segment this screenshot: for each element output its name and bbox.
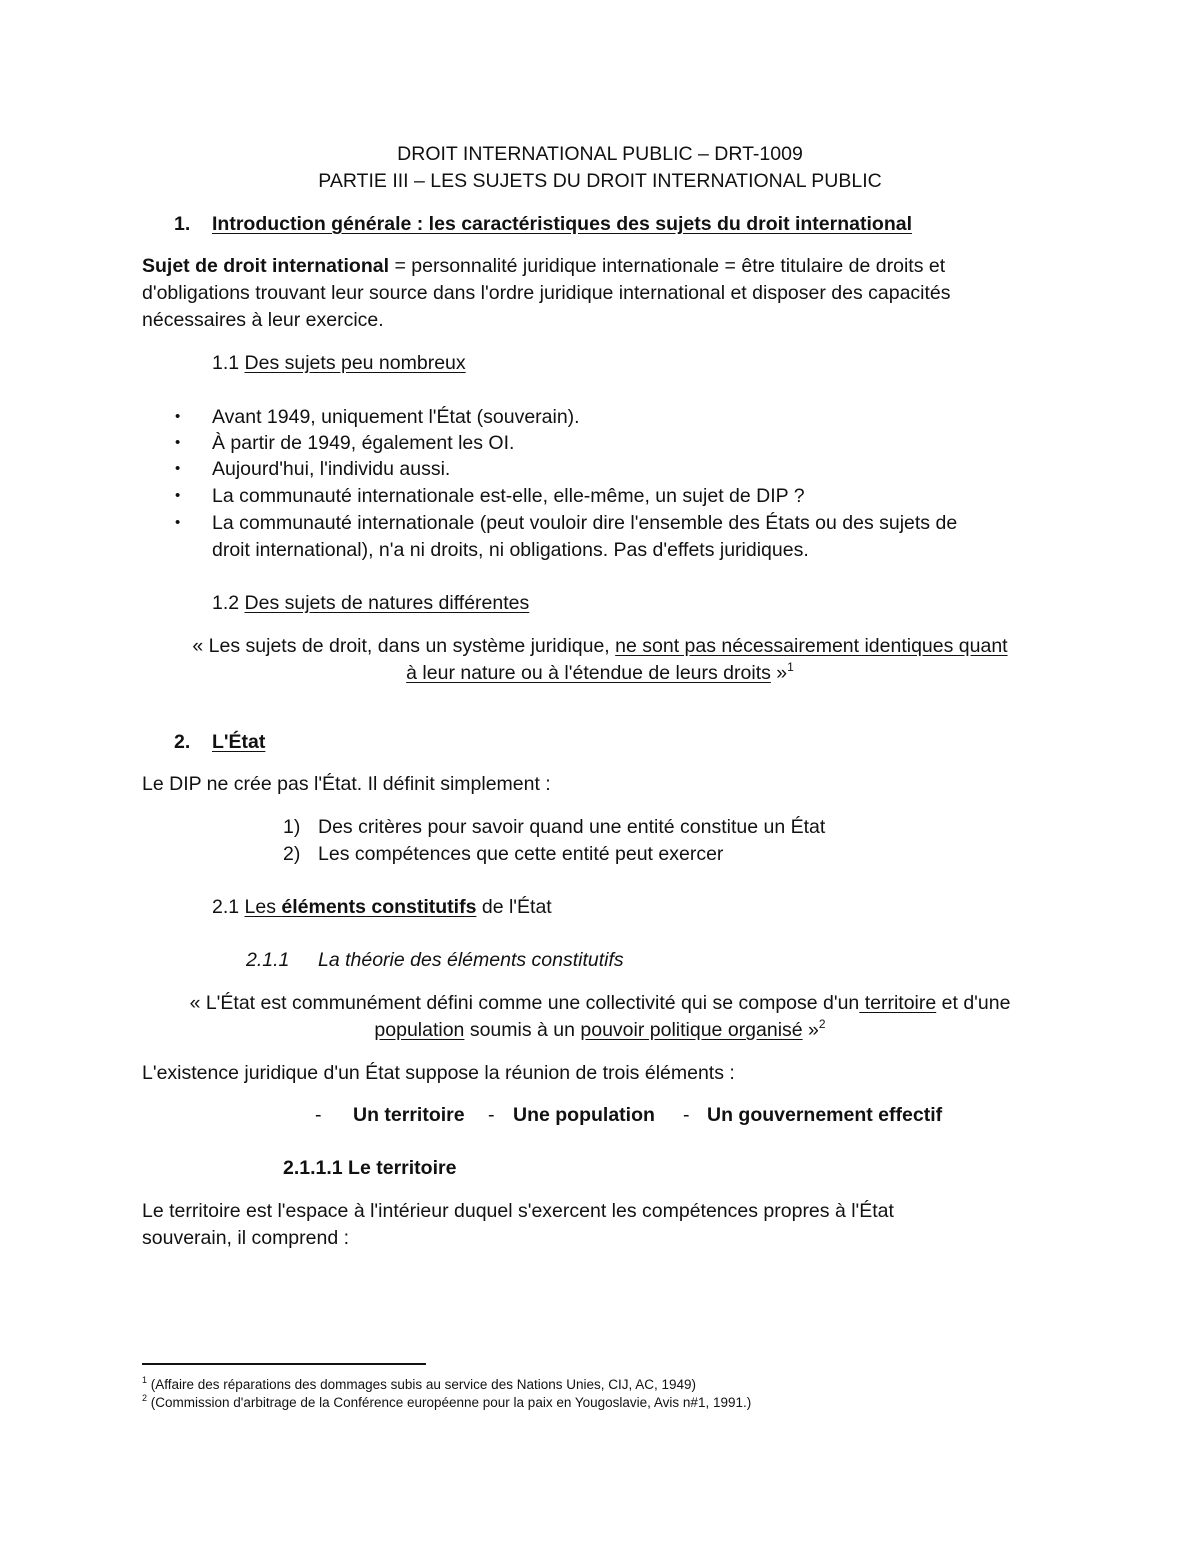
subsection-2-1-heading: 2.1 Les éléments constitutifs de l'État — [212, 896, 552, 918]
subsection-2-1-1-1-heading: 2.1.1.1 Le territoire — [283, 1157, 457, 1179]
definition-line-3: nécessaires à leur exercice. — [142, 309, 384, 331]
footnote-ref-2: 2 — [818, 1017, 826, 1031]
territoire-line-2: souverain, il comprend : — [142, 1227, 350, 1249]
bullet-item: Aujourd'hui, l'individu aussi. — [212, 458, 451, 480]
definition-line-2: d'obligations trouvant leur source dans l'ordre juridique international et disposer des capacités — [142, 282, 951, 304]
bullet-item: La communauté internationale est-elle, elle-même, un sujet de DIP ? — [212, 485, 805, 507]
definition-line-1: Sujet de droit international = personnalité juridique internationale = être titulaire de droits et — [142, 255, 946, 277]
bullet-icon: • — [175, 460, 181, 477]
dash-separator: - — [683, 1104, 690, 1126]
bullet-icon: • — [175, 408, 181, 425]
footnote-2: $^2$ (Commission d'arbitrage de la Conférence européenne pour la paix en Yougoslavie, Avis n#1, 1991.) — [142, 1393, 752, 1410]
course-title: DROIT INTERNATIONAL PUBLIC – DRT-1009 — [397, 143, 803, 165]
bullet-item: Avant 1949, uniquement l'État (souverain). — [212, 406, 580, 428]
numbered-item: Des critères pour savoir quand une entité constitue un État — [318, 816, 826, 838]
bullet-item: La communauté internationale (peut vouloir dire l'ensemble des États ou des sujets de — [212, 512, 958, 534]
bullet-icon: • — [175, 514, 181, 531]
footnote-ref-1: 1 — [787, 660, 794, 674]
footnote-1: $^1$ (Affaire des réparations des dommages subis au service des Nations Unies, CIJ, AC, 1949) — [142, 1375, 697, 1392]
bullet-item-continuation: droit international), n'a ni droits, ni obligations. Pas d'effets juridiques. — [212, 539, 809, 561]
dash-separator: - — [315, 1104, 322, 1126]
section1-number: 1. — [174, 213, 191, 235]
bullet-item: À partir de 1949, également les OI. — [212, 432, 515, 454]
dash-separator: - — [488, 1104, 495, 1126]
quote-2-line-2: population soumis à un pouvoir politique organisé »$^2$ — [374, 1017, 826, 1041]
subsection-1-2-heading: 1.2 Des sujets de natures différentes — [212, 592, 530, 614]
quote-2-line-1: « L'État est communément défini comme une collectivité qui se compose d'un territoire et d'une — [189, 992, 1011, 1014]
numbered-item-marker: 1) — [283, 816, 301, 838]
bullet-icon: • — [175, 487, 181, 504]
quote-1-line-1: « Les sujets de droit, dans un système juridique, ne sont pas nécessairement identiques quant — [192, 635, 1008, 657]
subsection-2-1-1-number: 2.1.1 — [246, 949, 290, 971]
quote-1-line-2: à leur nature ou à l'étendue de leurs droits »$^1$ — [406, 660, 794, 684]
numbered-item: Les compétences que cette entité peut exercer — [318, 843, 724, 865]
territoire-line-1: Le territoire est l'espace à l'intérieur duquel s'exercent les compétences propres à l'État — [142, 1200, 894, 1222]
subsection-1-1-heading: 1.1 Des sujets peu nombreux — [212, 352, 466, 374]
numbered-item-marker: 2) — [283, 843, 301, 865]
element-gouvernement: Un gouvernement effectif — [707, 1104, 943, 1126]
part-title: PARTIE III – LES SUJETS DU DROIT INTERNATIONAL PUBLIC — [318, 170, 882, 192]
bullet-icon: • — [175, 434, 181, 451]
footnote-separator — [142, 1363, 426, 1365]
section1-title: Introduction générale : les caractéristiques des sujets du droit international — [212, 213, 912, 235]
existence-sentence: L'existence juridique d'un État suppose la réunion de trois éléments : — [142, 1062, 735, 1084]
section2-intro: Le DIP ne crée pas l'État. Il définit simplement : — [142, 773, 551, 795]
element-territoire: Un territoire — [353, 1104, 465, 1126]
element-population: Une population — [513, 1104, 655, 1126]
section2-title: L'État — [212, 731, 266, 753]
subsection-2-1-1-title: La théorie des éléments constitutifs — [318, 949, 624, 971]
section2-number: 2. — [174, 731, 191, 753]
definition-term: Sujet de droit international — [142, 255, 390, 277]
